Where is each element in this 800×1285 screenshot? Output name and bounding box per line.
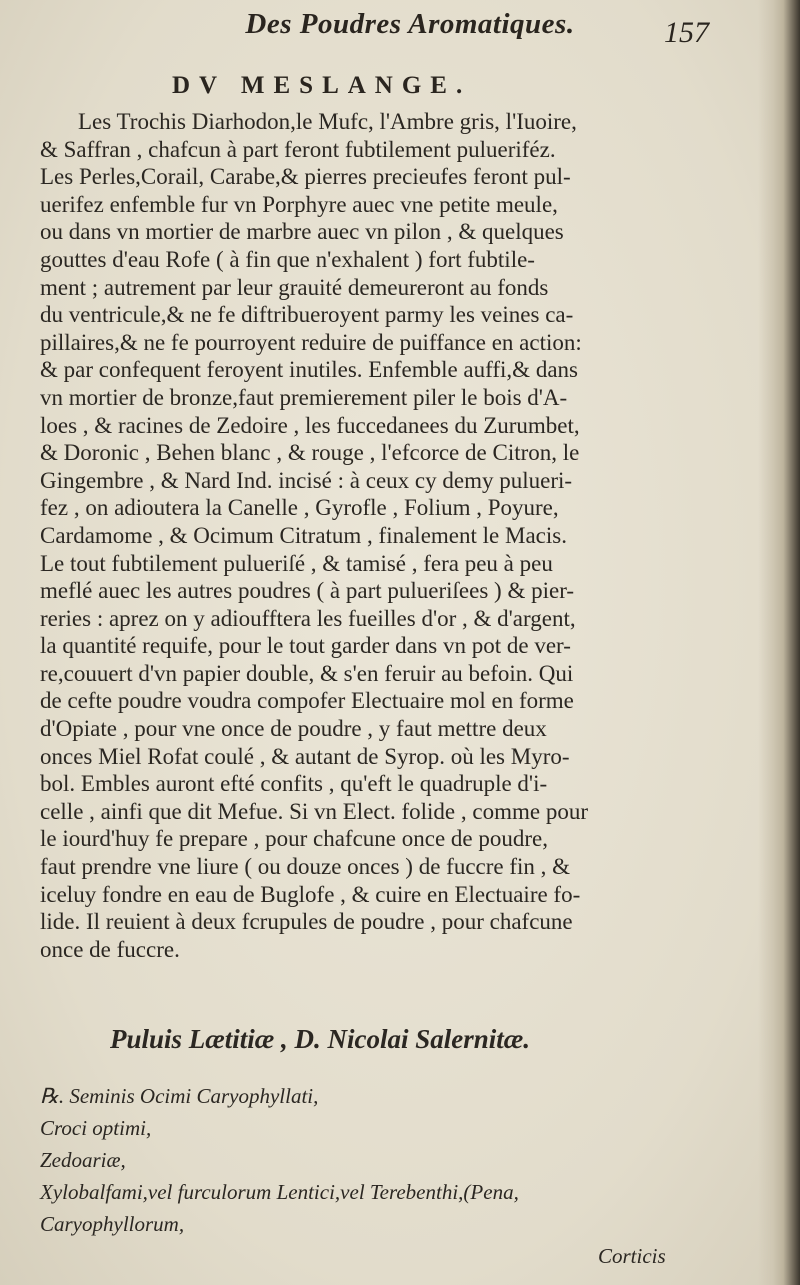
page-number: 157 [664, 16, 709, 49]
ingredient-line: ℞. Seminis Ocimi Caryophyllati, [40, 1084, 319, 1108]
text-line: faut prendre vne liure ( ou douze onces ) de fuccre fin , & [40, 854, 571, 880]
text-line: ou dans vn mortier de marbre auec vn pilon , & quelques [40, 219, 564, 245]
text-line: celle , ainfi que dit Mefue. Si vn Elect. folide , comme pour [40, 798, 589, 824]
text-line: & par confequent feroyent inutiles. Enfemble auffi,& dans [40, 357, 578, 383]
text-line: reries : aprez on y adioufftera les fueilles d'or , & d'argent, [40, 605, 576, 631]
ingredient-line: Croci optimi, [40, 1116, 152, 1140]
text-line: iceluy fondre en eau de Buglofe , & cuire en Electuaire fo- [40, 881, 581, 907]
text-line: fez , on adioutera la Canelle , Gyrofle , Folium , Poyure, [40, 495, 559, 521]
recipe-ingredients [40, 1080, 775, 1240]
text-line: d'Opiate , pour vne once de poudre , y faut mettre deux [40, 716, 547, 742]
text-line: Cardamome , & Ocimum Citratum , finalement le Macis. [40, 522, 567, 548]
text-line: Le tout fubtilement pulueriſé , & tamisé , fera peu à peu [40, 550, 553, 576]
ingredient-line: Caryophyllorum, [40, 1212, 185, 1236]
text-line: du ventricule,& ne fe diftribueroyent parmy les veines ca- [40, 302, 574, 328]
text-line: gouttes d'eau Rofe ( à fin que n'exhalent ) fort fubtile- [40, 246, 535, 272]
catchword: Corticis [598, 1244, 666, 1268]
body-paragraph [40, 108, 775, 963]
text-line: & Doronic , Behen blanc , & rouge , l'efcorce de Citron, le [40, 440, 580, 466]
text-line: re,couuert d'vn papier double, & s'en feruir au befoin. Qui [40, 660, 574, 686]
text-line: Les Perles,Corail, Carabe,& pierres precieufes feront pul- [40, 164, 571, 190]
text-line: pillaires,& ne fe pourroyent reduire de puiffance en action: [40, 329, 582, 355]
text-line: onces Miel Rofat coulé , & autant de Syrop. où les Myro- [40, 743, 570, 769]
text-line: uerifez enfemble fur vn Porphyre auec vne petite meule, [40, 191, 558, 217]
text-line: de cefte poudre voudra compofer Electuaire mol en forme [40, 688, 574, 714]
text-line: Les Trochis Diarhodon,le Mufc, l'Ambre gris, l'Iuoire, [78, 109, 577, 134]
ingredient-line: Xylobalfami,vel furculorum Lentici,vel Terebenthi,(Pena, [40, 1180, 519, 1204]
text-line: & Saffran , chafcun à part feront fubtilement pulueriféz. [40, 136, 556, 162]
recipe-title: Puluis Lætitiæ , D. Nicolai Salernitæ. [110, 1024, 531, 1054]
text-line: la quantité requife, pour le tout garder dans vn pot de ver- [40, 633, 571, 659]
text-line: le iourd'huy fe prepare , pour chafcune once de poudre, [40, 826, 548, 852]
running-title: Des Poudres Aromatiques. [245, 8, 575, 40]
text-line: bol. Embles auront efté confits , qu'eft le quadruple d'i- [40, 771, 548, 797]
ingredient-line: Zedoariæ, [40, 1148, 126, 1172]
text-line: vn mortier de bronze,faut premierement piler le bois d'A- [40, 384, 568, 410]
text-line: ment ; autrement par leur grauité demeureront au fonds [40, 274, 549, 300]
text-line: loes , & racines de Zedoire , les fuccedanees du Zurumbet, [40, 412, 580, 438]
text-line: Gingembre , & Nard Ind. incisé : à ceux cy demy pulueri- [40, 467, 573, 493]
section-heading: DV MESLANGE. [172, 72, 472, 99]
text-line: once de fuccre. [40, 936, 180, 962]
text-line: meflé auec les autres poudres ( à part pulueriſees ) & pier- [40, 578, 575, 604]
text-line: lide. Il reuient à deux fcrupules de poudre , pour chafcune [40, 909, 573, 935]
